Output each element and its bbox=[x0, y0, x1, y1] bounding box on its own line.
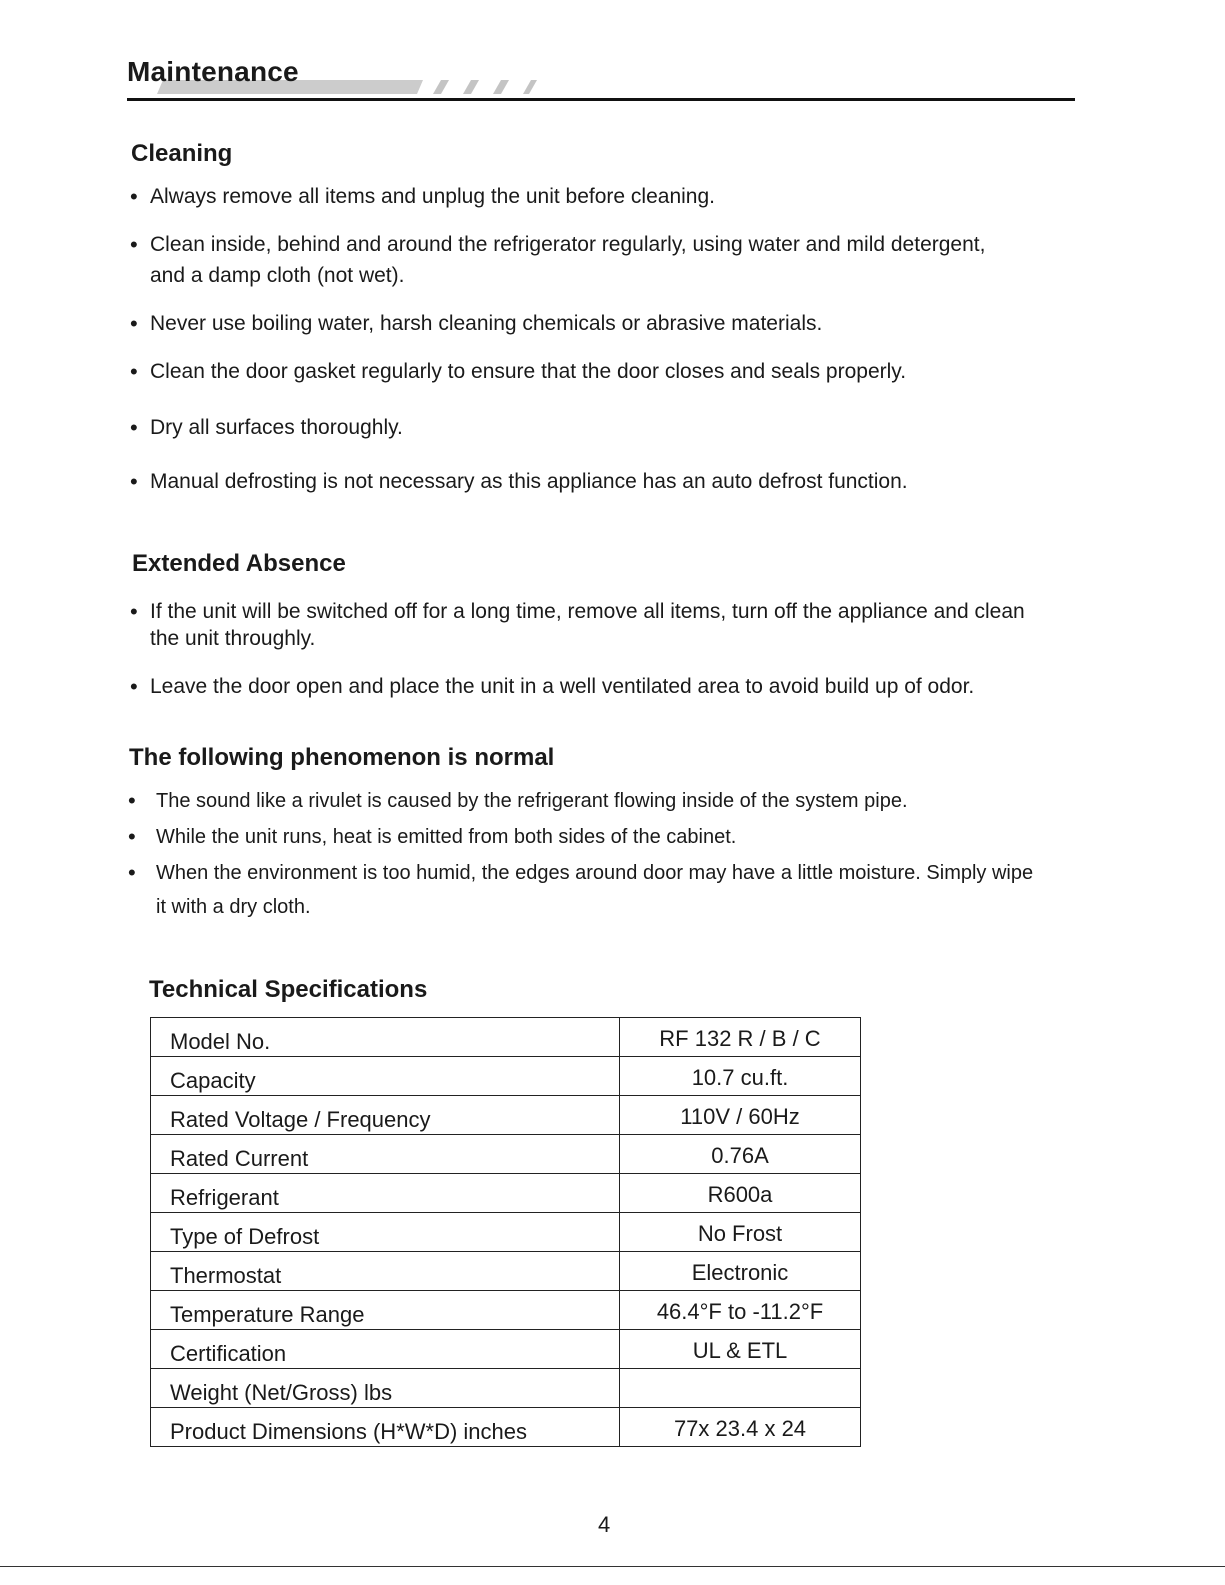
spec-value: 110V / 60Hz bbox=[620, 1096, 861, 1135]
spec-value bbox=[620, 1369, 861, 1408]
spec-value: Electronic bbox=[620, 1252, 861, 1291]
list-item: • Never use boiling water, harsh cleaning chemicals or abrasive materials. bbox=[130, 308, 1030, 339]
spec-value: 46.4°F to -11.2°F bbox=[620, 1291, 861, 1330]
spec-label: Type of Defrost bbox=[151, 1213, 620, 1252]
spec-label: Refrigerant bbox=[151, 1174, 620, 1213]
spec-value: UL & ETL bbox=[620, 1330, 861, 1369]
page-title: Maintenance bbox=[127, 56, 299, 87]
spec-label: Rated Voltage / Frequency bbox=[151, 1096, 620, 1135]
cleaning-heading: Cleaning bbox=[131, 140, 233, 167]
spec-label: Certification bbox=[151, 1330, 620, 1369]
list-item: • Manual defrosting is not necessary as this appliance has an auto defrost function. bbox=[130, 466, 1030, 497]
table-row bbox=[151, 1135, 861, 1174]
list-item: • When the environment is too humid, the edges around door may have a little moisture. Simply wipe it with a dry cloth. bbox=[128, 856, 1046, 924]
table-row bbox=[151, 1057, 861, 1096]
table-row bbox=[151, 1408, 861, 1447]
spec-label: Weight (Net/Gross) lbs bbox=[151, 1369, 620, 1408]
spec-table bbox=[150, 1017, 861, 1447]
list-item: • Leave the door open and place the unit in a well ventilated area to avoid build up of odor. bbox=[130, 671, 1090, 702]
page-number: 4 bbox=[598, 1512, 611, 1537]
spec-label: Temperature Range bbox=[151, 1291, 620, 1330]
spec-label: Capacity bbox=[151, 1057, 620, 1096]
spec-label: Thermostat bbox=[151, 1252, 620, 1291]
bottom-rule bbox=[0, 1566, 1225, 1567]
spec-value: 77x 23.4 x 24 bbox=[620, 1408, 861, 1447]
table-row bbox=[151, 1252, 861, 1291]
table-row bbox=[151, 1369, 861, 1408]
table-row bbox=[151, 1018, 861, 1057]
cleaning-list bbox=[130, 181, 1030, 514]
spec-label: Product Dimensions (H*W*D) inches bbox=[151, 1408, 620, 1447]
list-item: • Always remove all items and unplug the unit before cleaning. bbox=[130, 181, 1030, 212]
technical-specifications-heading: Technical Specifications bbox=[149, 976, 428, 1003]
list-item: • Dry all surfaces thoroughly. bbox=[130, 412, 1030, 443]
spec-value: R600a bbox=[620, 1174, 861, 1213]
list-item: • Clean the door gasket regularly to ensure that the door closes and seals properly. bbox=[130, 356, 1030, 387]
header-rule bbox=[127, 98, 1075, 101]
spec-label: Rated Current bbox=[151, 1135, 620, 1174]
extended-absence-heading: Extended Absence bbox=[132, 550, 346, 577]
list-item: • The sound like a rivulet is caused by the refrigerant flowing inside of the system pipe. bbox=[128, 784, 1058, 818]
spec-value: 10.7 cu.ft. bbox=[620, 1057, 861, 1096]
table-row bbox=[151, 1291, 861, 1330]
table-row bbox=[151, 1096, 861, 1135]
table-row bbox=[151, 1213, 861, 1252]
list-item: • If the unit will be switched off for a long time, remove all items, turn off the appliance and clean the unit throughly. bbox=[130, 598, 1040, 652]
spec-label: Model No. bbox=[151, 1018, 620, 1057]
extended-absence-list bbox=[130, 598, 1090, 721]
spec-value: RF 132 R / B / C bbox=[620, 1018, 861, 1057]
normal-phenomenon-list bbox=[128, 784, 1058, 926]
list-item: • While the unit runs, heat is emitted from both sides of the cabinet. bbox=[128, 820, 1058, 854]
spec-value: 0.76A bbox=[620, 1135, 861, 1174]
normal-phenomenon-heading: The following phenomenon is normal bbox=[129, 744, 555, 771]
spec-value: No Frost bbox=[620, 1213, 861, 1252]
table-row bbox=[151, 1174, 861, 1213]
list-item: • Clean inside, behind and around the refrigerator regularly, using water and mild detergent, and a damp cloth (not wet). bbox=[130, 229, 1000, 291]
table-row bbox=[151, 1330, 861, 1369]
